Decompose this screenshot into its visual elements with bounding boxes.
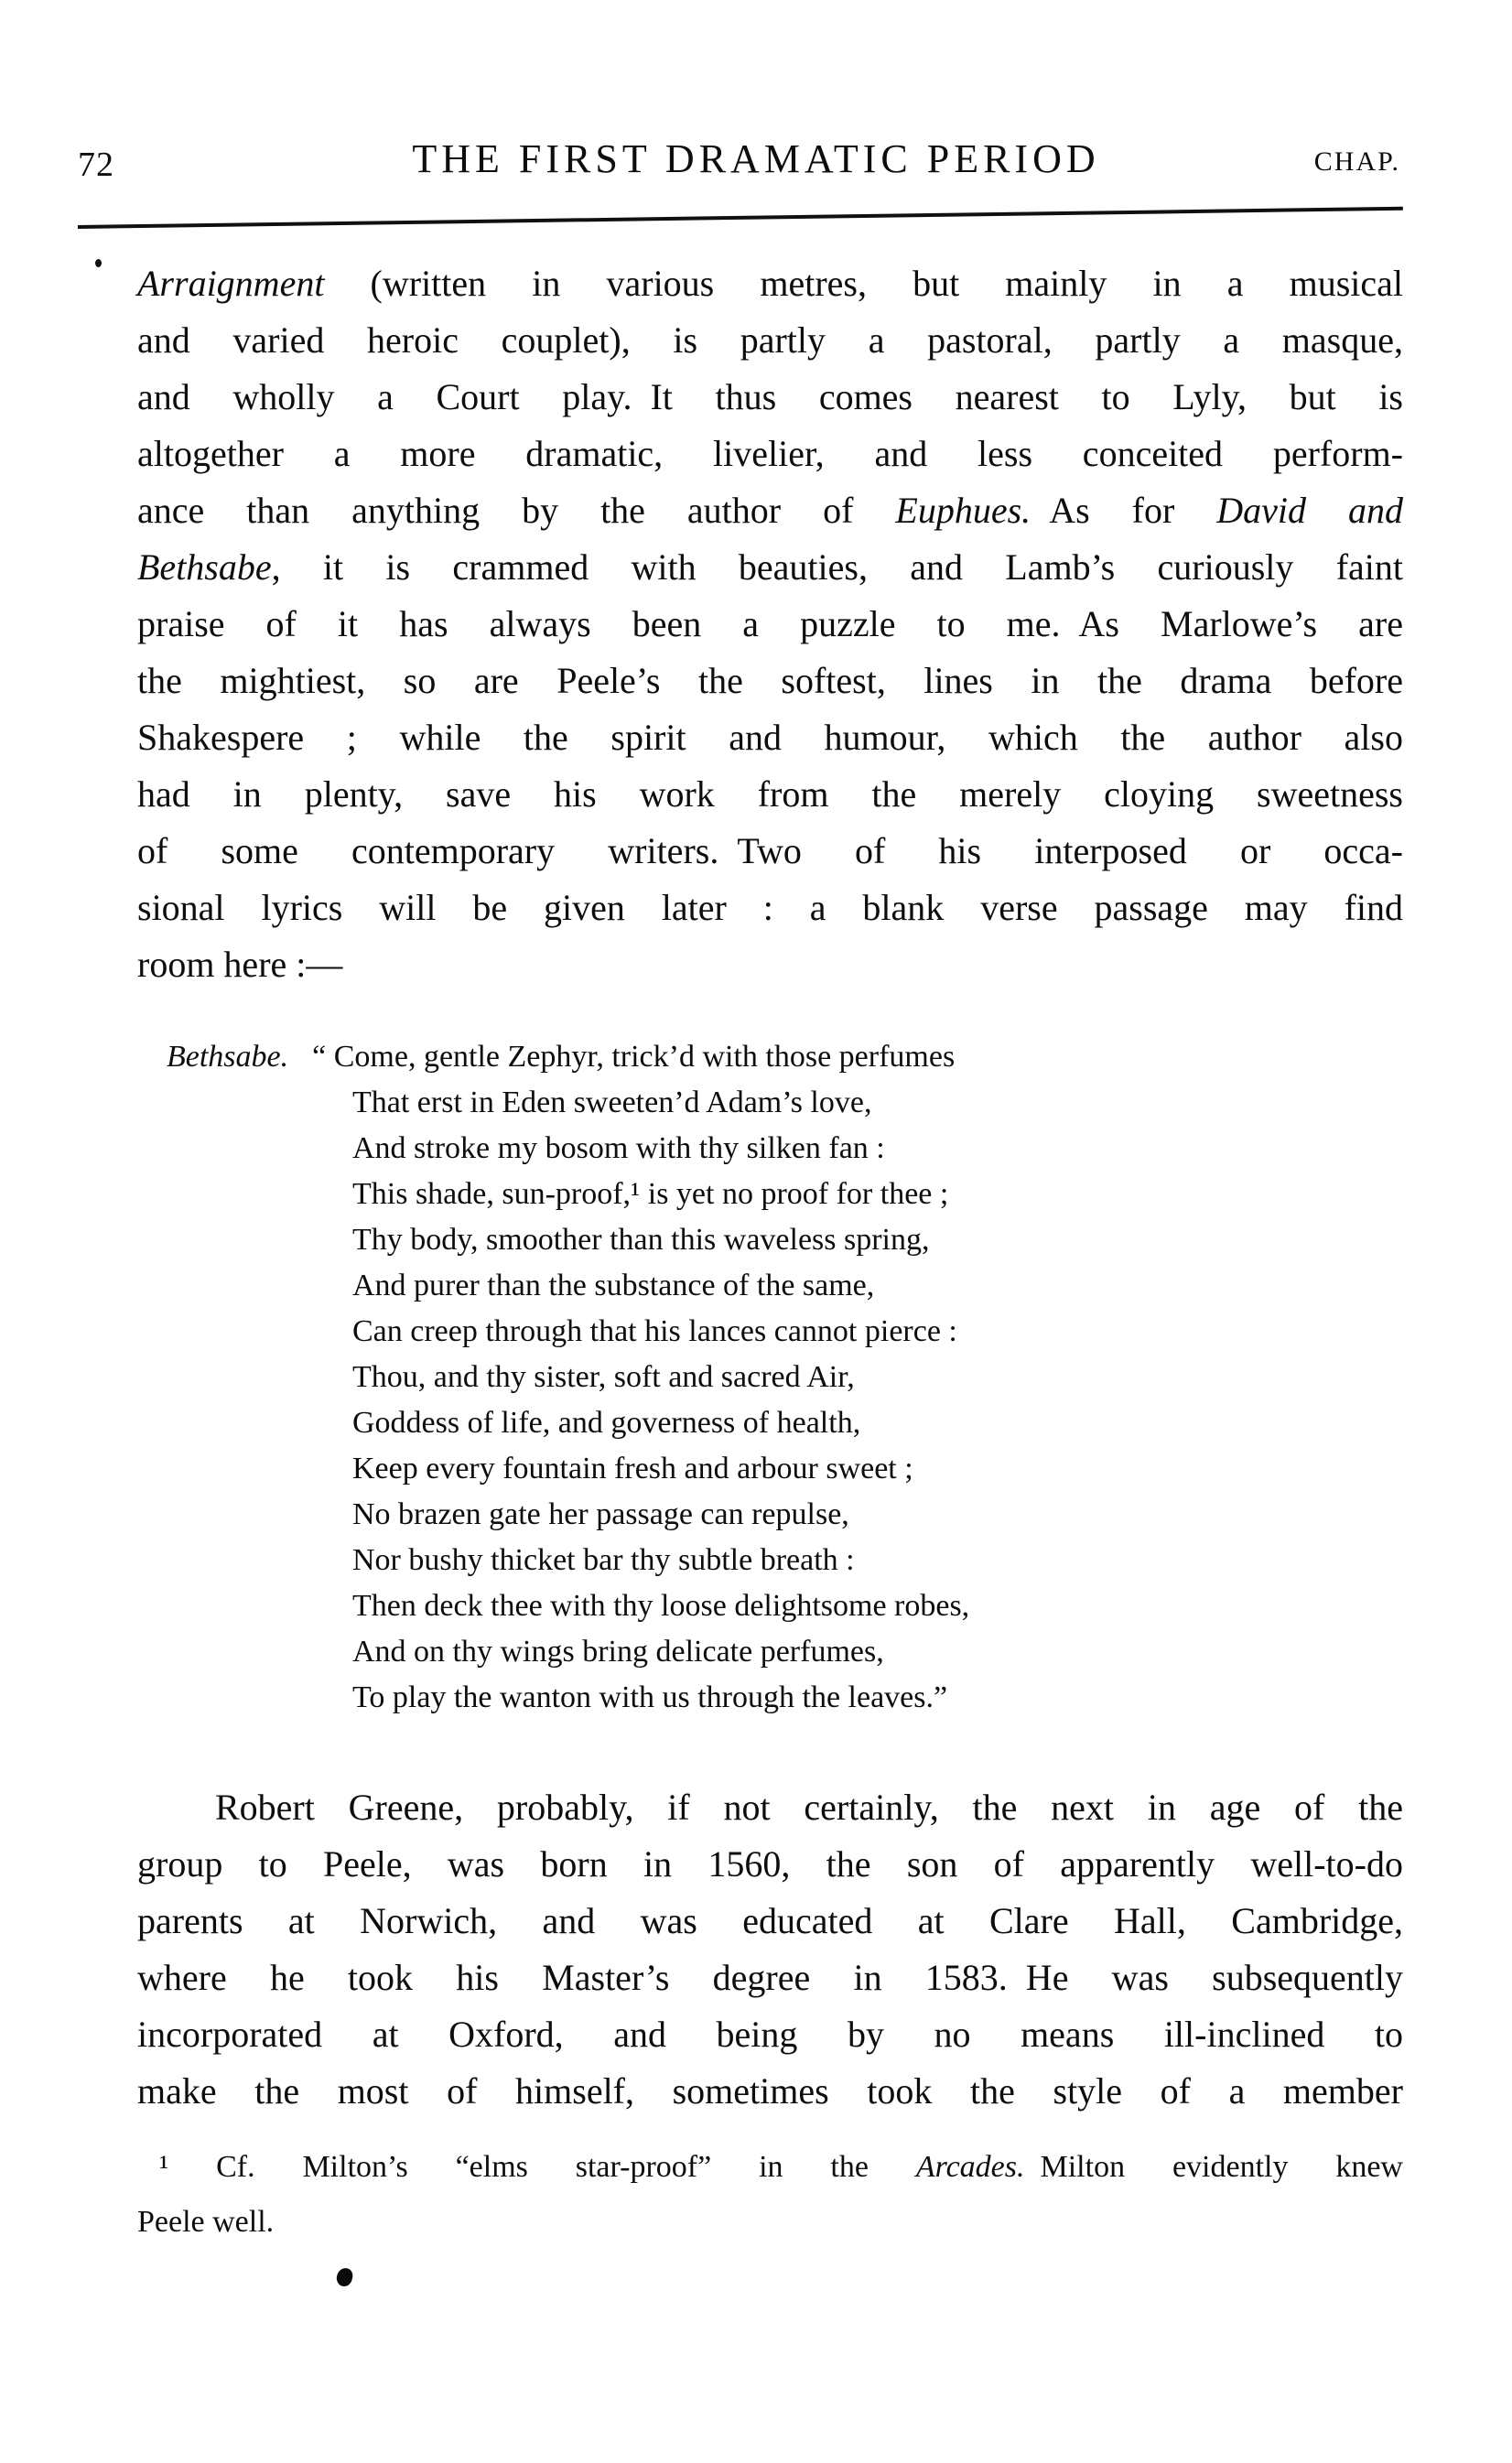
footnote xyxy=(137,2140,1403,2250)
text-line: where he took his Master’s degree in 1583. He was subsequently xyxy=(137,1957,1403,1998)
text-line: altogether a more dramatic, livelier, and less conceited perform- xyxy=(137,433,1403,474)
page-number: 72 xyxy=(78,146,114,184)
text-line: That erst in Eden sweeten’d Adam’s love, xyxy=(352,1086,872,1119)
text-line: Thy body, smoother than this waveless spring, xyxy=(352,1223,930,1257)
text-line: ¹ Cf. Milton’s “elms star-proof” in the Arcades. Milton evidently knew xyxy=(159,2150,1403,2184)
text-line: This shade, sun-proof,¹ is yet no proof for thee ; xyxy=(352,1177,949,1211)
text-line: make the most of himself, sometimes took the style of a member xyxy=(137,2070,1403,2112)
poem-first-line-text: “ Come, gentle Zephyr, trick’d with those perfumes xyxy=(312,1040,956,1074)
text-line: the mightiest, so are Peele’s the softest, lines in the drama before xyxy=(137,660,1403,701)
text-line: Then deck thee with thy loose delightsome robes, xyxy=(352,1589,970,1623)
text-line: Peele well. xyxy=(137,2205,275,2239)
running-title: THE FIRST DRAMATIC PERIOD xyxy=(412,136,1100,181)
text-line: room here :— xyxy=(137,944,343,985)
text-line: To play the wanton with us through the leaves.” xyxy=(352,1680,948,1714)
chapter-label: CHAP. xyxy=(1313,146,1400,177)
ink-blot xyxy=(335,2266,354,2287)
opening-paragraph xyxy=(137,255,1403,993)
text-line: of some contemporary writers. Two of his interposed or occa- xyxy=(137,830,1403,871)
text-line: had in plenty, save his work from the merely cloying sweetness xyxy=(137,773,1403,815)
text-line: Bethsabe, it is crammed with beauties, and Lamb’s curiously faint xyxy=(137,546,1403,588)
text-line: Keep every fountain fresh and arbour sweet ; xyxy=(352,1452,913,1485)
text-line: parents at Norwich, and was educated at Clare Hall, Cambridge, xyxy=(137,1900,1403,1941)
poem-body xyxy=(137,1080,1403,1721)
text-line: Shakespere ; while the spirit and humour, which the author also xyxy=(137,717,1403,758)
ink-speck xyxy=(95,259,102,267)
text-line: And on thy wings bring delicate perfumes, xyxy=(352,1635,884,1669)
poem-first-line xyxy=(137,1034,1403,1080)
header-rule xyxy=(78,207,1403,229)
text-line: praise of it has always been a puzzle to me. As Marlowe’s are xyxy=(137,603,1403,644)
text-line: And purer than the substance of the same, xyxy=(352,1269,875,1302)
text-line: Robert Greene, probably, if not certainly, the next in age of the xyxy=(215,1787,1403,1828)
text-line: Goddess of life, and governess of health, xyxy=(352,1406,861,1440)
text-line: Arraignment (written in various metres, but mainly in a musical xyxy=(137,263,1403,304)
text-line: Can creep through that his lances cannot pierce : xyxy=(352,1314,957,1348)
verse-quotation xyxy=(137,1034,1403,1721)
text-line: Thou, and thy sister, soft and sacred Air, xyxy=(352,1360,855,1394)
text-line: ance than anything by the author of Euphues. As for David and xyxy=(137,490,1404,531)
text-line: and wholly a Court play. It thus comes nearest to Lyly, but is xyxy=(137,376,1403,417)
text-line: and varied heroic couplet), is partly a pastoral, partly a masque, xyxy=(137,319,1403,361)
text-line: group to Peele, was born in 1560, the son of apparently well-to-do xyxy=(137,1843,1403,1885)
text-line: And stroke my bosom with thy silken fan : xyxy=(352,1131,885,1165)
text-line: sional lyrics will be given later : a blank verse passage may find xyxy=(137,887,1403,928)
text-line: No brazen gate her passage can repulse, xyxy=(352,1497,849,1531)
text-line: Nor bushy thicket bar thy subtle breath : xyxy=(352,1543,855,1577)
text-line: incorporated at Oxford, and being by no means ill-inclined to xyxy=(137,2014,1403,2055)
poem-speaker: Bethsabe. xyxy=(167,1040,289,1074)
greene-paragraph xyxy=(137,1779,1403,2120)
